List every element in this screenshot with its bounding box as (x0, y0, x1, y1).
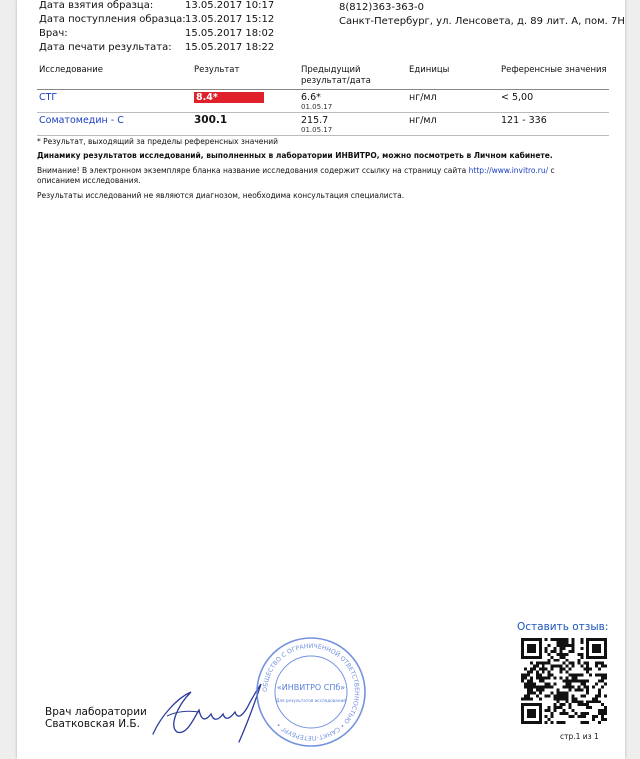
doctor-name: Сватковская И.Б. (45, 718, 140, 730)
doctor-block (45, 706, 147, 730)
stamp-ring-text: ОБЩЕСТВО С ОГРАНИЧЕННОЙ ОТВЕТСТВЕННОСТЬЮ • САНКТ-ПЕТЕРБУРГ • (261, 642, 361, 742)
info-row-print-date: Дата печати результата: 15.05.2017 18:22 (39, 42, 275, 53)
svg-text:ОБЩЕСТВО С ОГРАНИЧЕННОЙ ОТВЕТС (262, 643, 360, 741)
results-table (37, 62, 609, 136)
invitro-link[interactable]: http://www.invitro.ru/ (468, 166, 549, 175)
asterisk-note: * Результат, выходящий за пределы референсных значений (37, 137, 279, 146)
attention-note: Внимание! В электронном экземпляре бланка название исследования содержит ссылку на страницу сайта http://www.invitro.ru/ с описанием исследования. (37, 166, 555, 185)
doctor-title: Врач лаборатории (45, 706, 147, 718)
units: нг/мл (407, 90, 499, 113)
table-row (37, 113, 609, 136)
document-page (17, 0, 625, 759)
test-link-stg[interactable]: СТГ (39, 92, 58, 103)
header-previous: Предыдущий результат/дата (299, 62, 407, 90)
table-header-row (37, 62, 609, 90)
stamp-center-text: «ИНВИТРО СПб» (276, 683, 346, 692)
previous-date: 01.05.17 (301, 103, 333, 111)
info-row-sample-taken: Дата взятия образца: 13.05.2017 10:17 (39, 0, 275, 11)
units: нг/мл (407, 113, 499, 136)
result-value-out-of-range: 8.4* (194, 92, 264, 103)
lab-address: Санкт-Петербург, ул. Ленсовета, д. 89 лит. А, пом. 7Н (339, 16, 625, 27)
header-units: Единицы (407, 62, 499, 90)
signature-image (147, 676, 267, 748)
lab-phone: 8(812)363-363-0 (339, 2, 425, 13)
previous-value: 6.6* (301, 92, 321, 103)
header-result: Результат (192, 62, 299, 90)
result-value: 300.1 (194, 114, 228, 126)
info-row-sample-received: Дата поступления образца: 13.05.2017 15:12 (39, 14, 275, 25)
organization-stamp (255, 636, 367, 748)
previous-value: 215.7 (301, 115, 329, 126)
header-reference: Референсные значения (499, 62, 609, 90)
test-link-somatomedin[interactable]: Соматомедин - С (39, 115, 124, 126)
table-row (37, 90, 609, 113)
dynamics-note: Динамику результатов исследований, выполненных в лаборатории ИНВИТРО, можно посмотреть в Личном кабинете. (37, 151, 553, 160)
previous-date: 01.05.17 (301, 126, 333, 134)
header-test: Исследование (37, 62, 192, 90)
qr-code[interactable] (521, 638, 607, 724)
disclaimer-note: Результаты исследований не являются диагнозом, необходима консультация специалиста. (37, 191, 405, 200)
reference-range: 121 - 336 (499, 113, 609, 136)
reference-range: < 5,00 (499, 90, 609, 113)
info-row-doctor: Врач: 15.05.2017 18:02 (39, 28, 275, 39)
stamp-sub-text: Для результатов исследований (276, 698, 346, 703)
page-number: стр.1 из 1 (560, 732, 599, 741)
feedback-label[interactable]: Оставить отзыв: (517, 621, 609, 633)
